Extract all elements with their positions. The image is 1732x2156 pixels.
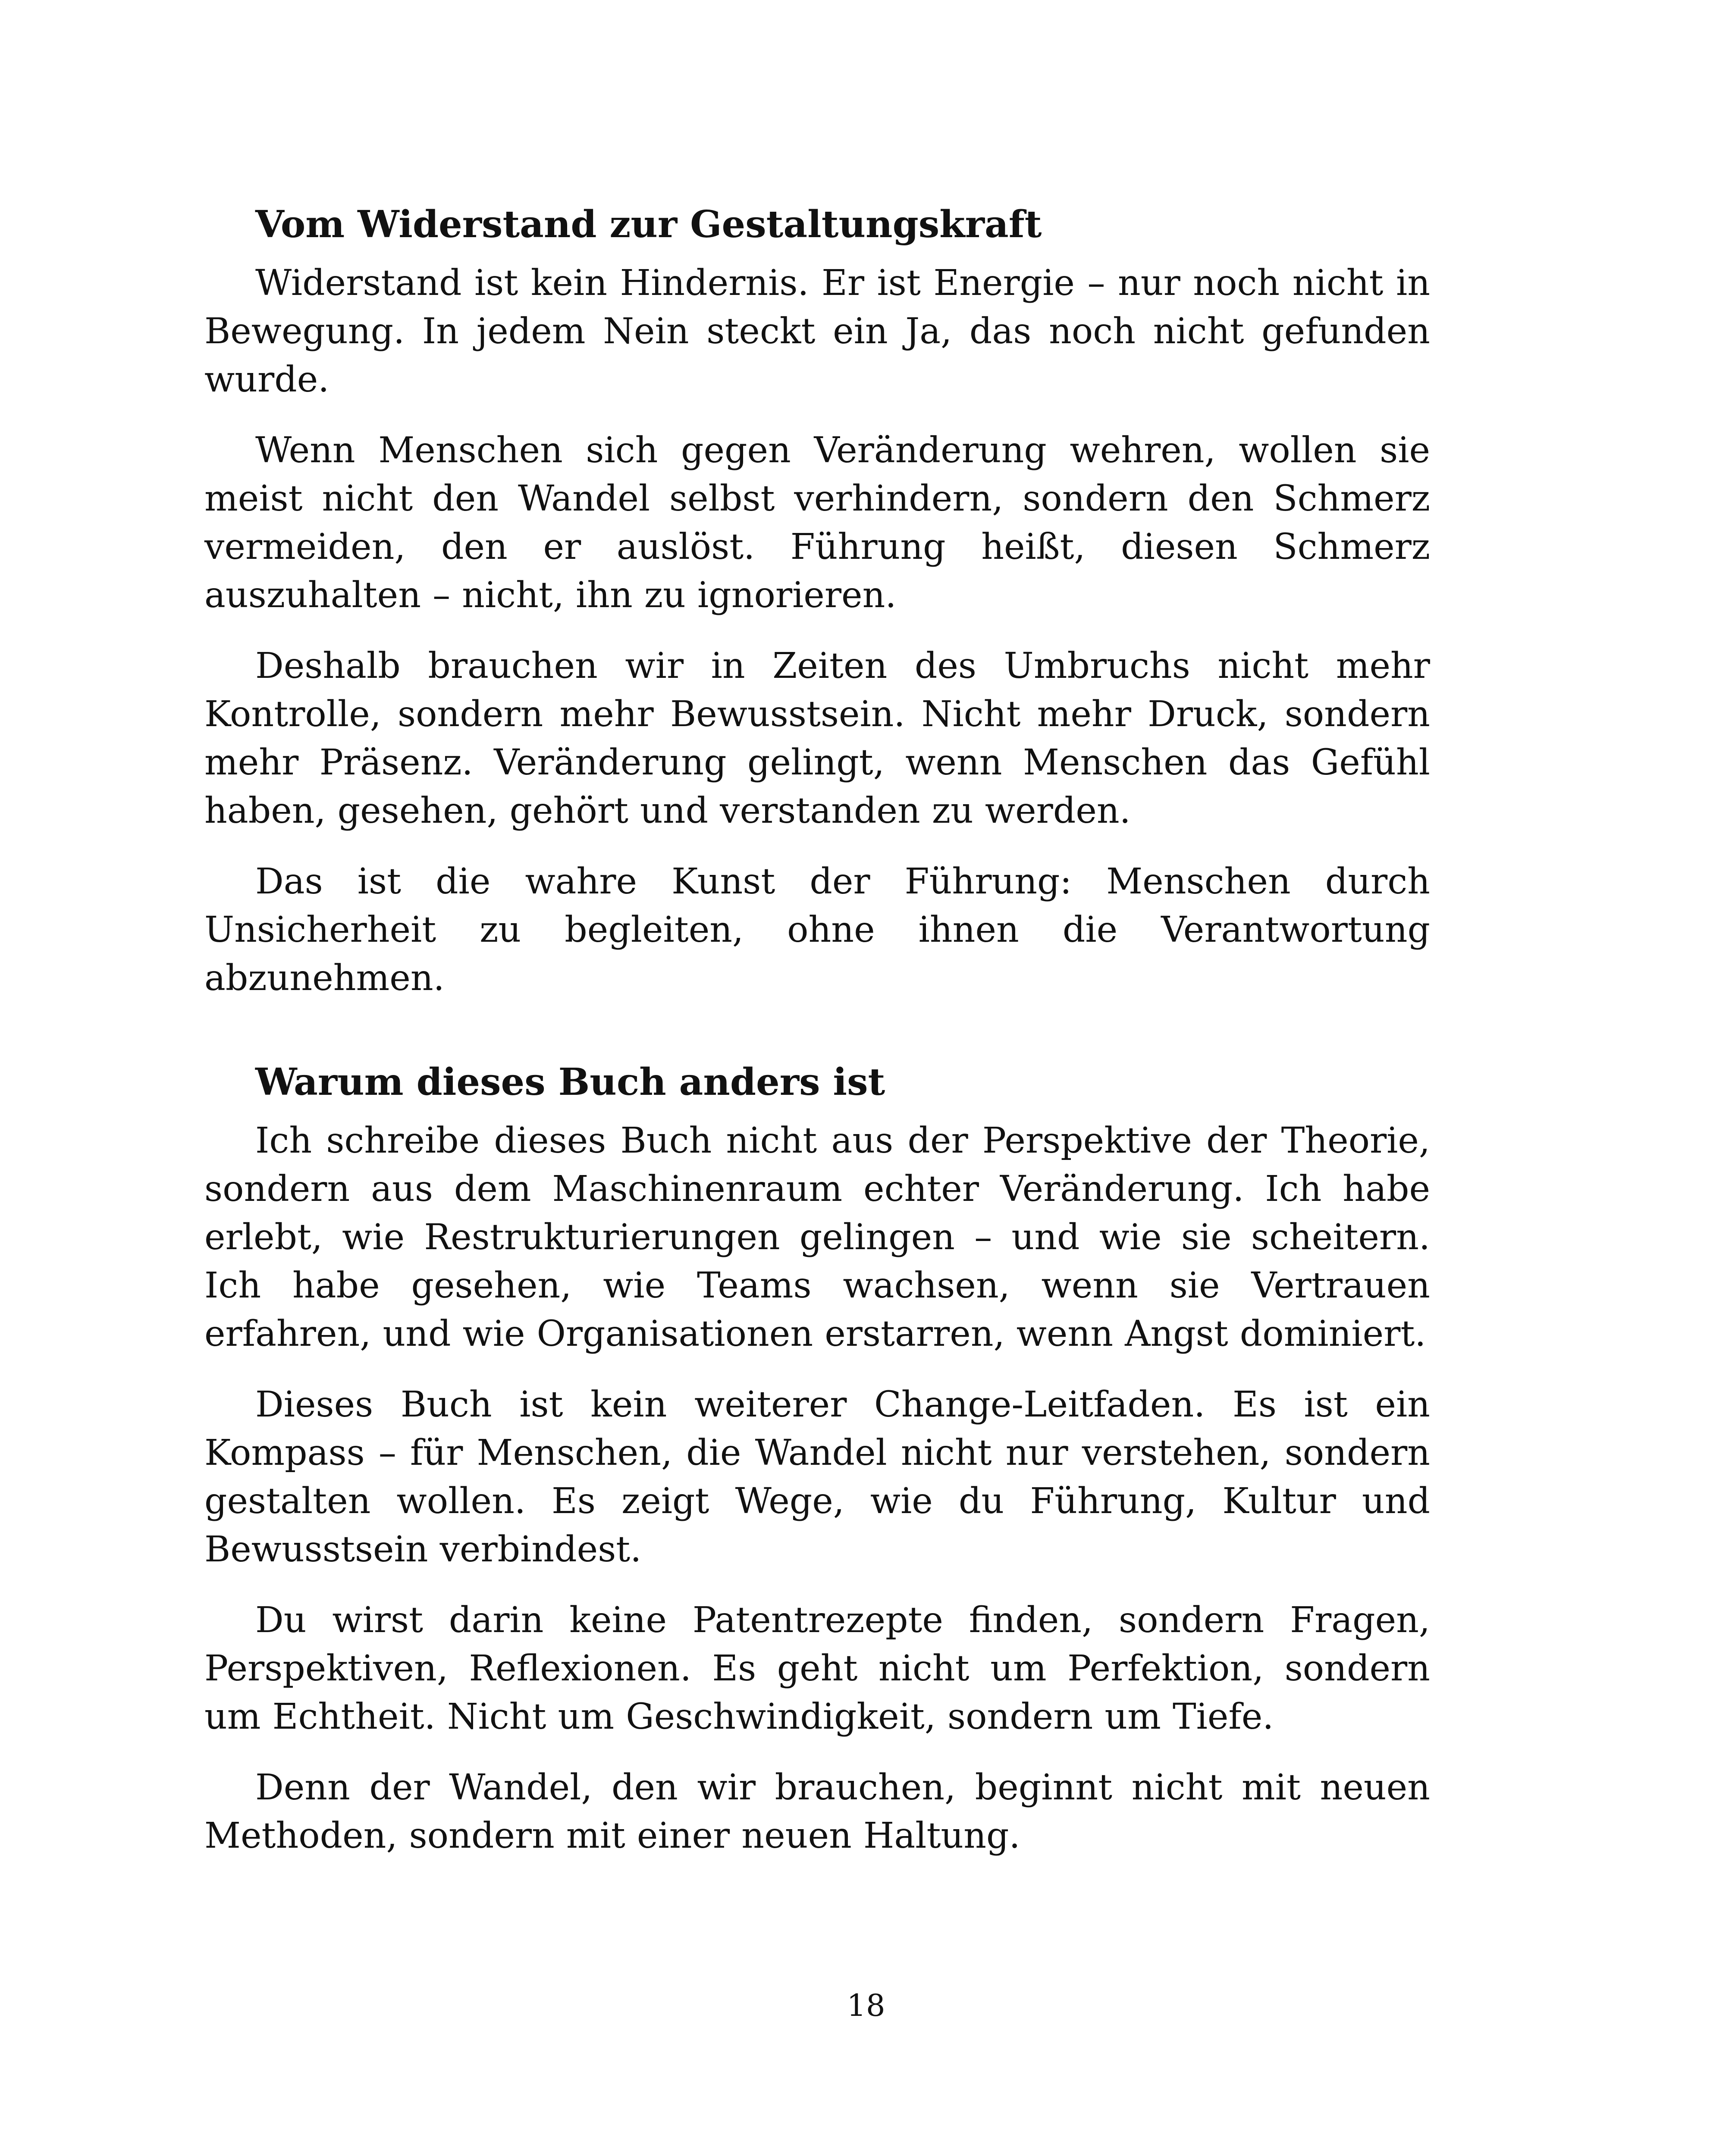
paragraph: Das ist die wahre Kunst der Führung: Menschen durch Unsicherheit zu begleiten, ohne ihnen die Verantwortung abzunehmen. bbox=[204, 861, 1430, 999]
paragraph: Denn der Wandel, den wir brauchen, beginnt nicht mit neuen Methoden, sondern mit einer neuen Haltung. bbox=[204, 1767, 1430, 1856]
paragraph: Deshalb brauchen wir in Zeiten des Umbruchs nicht mehr Kontrolle, sondern mehr Bewusstsein. Nicht mehr Druck, sondern mehr Präsenz. Veränderung gelingt, wenn Menschen das Gefühl haben, gesehen, gehört und verstanden zu werden. bbox=[204, 646, 1430, 831]
paragraph: Dieses Buch ist kein weiterer Change-Leitfaden. Es ist ein Kompass – für Menschen, die Wandel nicht nur verstehen, sondern gestalten wollen. Es zeigt Wege, wie du Führung, Kultur und Bewusstsein verbindest. bbox=[204, 1384, 1430, 1570]
paragraph: Widerstand ist kein Hindernis. Er ist Energie – nur noch nicht in Bewegung. In jedem Nein steckt ein Ja, das noch nicht gefunden wurde. bbox=[204, 263, 1430, 400]
section-why-different bbox=[204, 1058, 1430, 1883]
paragraph: Du wirst darin keine Patentrezepte finden, sondern Fragen, Perspektiven, Reflexionen. Es geht nicht um Perfektion, sondern um Echtheit. Nicht um Geschwindigkeit, sondern um Tiefe. bbox=[204, 1600, 1430, 1737]
section-heading: Vom Widerstand zur Gestaltungskraft bbox=[255, 203, 1042, 246]
paragraph: Wenn Menschen sich gegen Veränderung wehren, wollen sie meist nicht den Wandel selbst verhindern, sondern den Schmerz vermeiden, den er auslöst. Führung heißt, diesen Schmerz auszuhalten – nicht, ihn zu ignorieren. bbox=[204, 430, 1430, 616]
section-resistance bbox=[204, 201, 1430, 1025]
paragraph: Ich schreibe dieses Buch nicht aus der Perspektive der Theorie, sondern aus dem Maschinenraum echter Veränderung. Ich habe erlebt, wie Restrukturierungen gelingen – und wie sie scheitern. Ich habe gesehen, wie Teams wachsen, wenn sie Vertrauen erfahren, und wie Organisationen erstarren, wenn Angst dominiert. bbox=[204, 1120, 1430, 1354]
section-heading: Warum dieses Buch anders ist bbox=[255, 1060, 885, 1104]
page-number: 18 bbox=[847, 1988, 885, 2023]
